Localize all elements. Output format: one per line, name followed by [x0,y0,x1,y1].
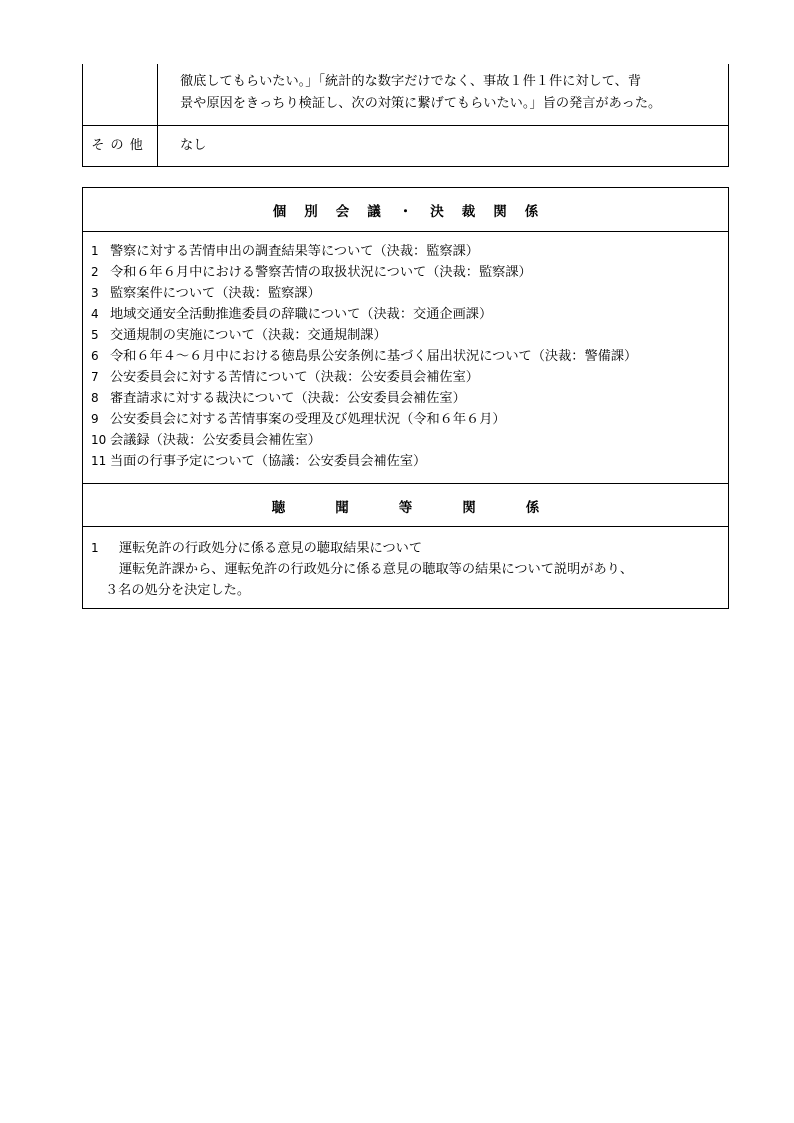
list-item: 11 当面の行事予定について（協議：公安委員会補佐室） [91,454,427,469]
previous-section-table [82,64,729,167]
list-item: 9 公安委員会に対する苦情事案の受理及び処理状況（令和６年６月） [91,412,506,427]
row-divider [83,125,728,126]
decision-list [91,241,637,472]
hearing-body-line-1: 運転免許課から、運転免許の行政処分に係る意見の聴取等の結果について説明があり、 [119,562,634,577]
list-item: 10 会議録（決裁：公安委員会補佐室） [91,433,321,448]
column-divider [157,64,158,166]
row-divider [83,526,728,527]
hearings-header: 聴聞等関係 [271,499,590,516]
hearing-item-title: 運転免許の行政処分に係る意見の聴取結果について [119,541,423,556]
row-divider [83,231,728,232]
content-line-2: 景や原因をきっちり検証し、次の対策に繋げてもらいたい。」旨の発言があった。 [180,96,662,111]
hearing-item-number: 1 [91,541,99,555]
list-item: 7 公安委員会に対する苦情について（決裁：公安委員会補佐室） [91,370,479,385]
hearing-body-line-2: ３名の処分を決定した。 [105,583,251,598]
list-item: 3 監察案件について（決裁：監察課） [91,286,321,301]
other-label: その他 [91,138,149,153]
list-item: 2 令和６年６月中における警察苦情の取扱状況について（決裁：監察課） [91,265,532,280]
list-item: 8 審査請求に対する裁決について（決裁：公安委員会補佐室） [91,391,466,406]
content-line-1: 徹底してもらいたい。」「統計的な数字だけでなく、事故１件１件に対して、背 [180,74,642,89]
hearing-item [91,538,633,601]
decisions-hearings-table [82,187,729,609]
decisions-header: 個別会議・決裁関係 [272,203,557,220]
list-item: 1 警察に対する苦情申出の調査結果等について（決裁：監察課） [91,244,479,259]
list-item: 4 地域交通安全活動推進委員の辞職について（決裁：交通企画課） [91,307,493,322]
list-item: 5 交通規制の実施について（決裁：交通規制課） [91,328,387,343]
list-item: 6 令和６年４～６月中における徳島県公安条例に基づく届出状況について（決裁：警備課） [91,349,638,364]
other-value: なし [180,138,207,153]
